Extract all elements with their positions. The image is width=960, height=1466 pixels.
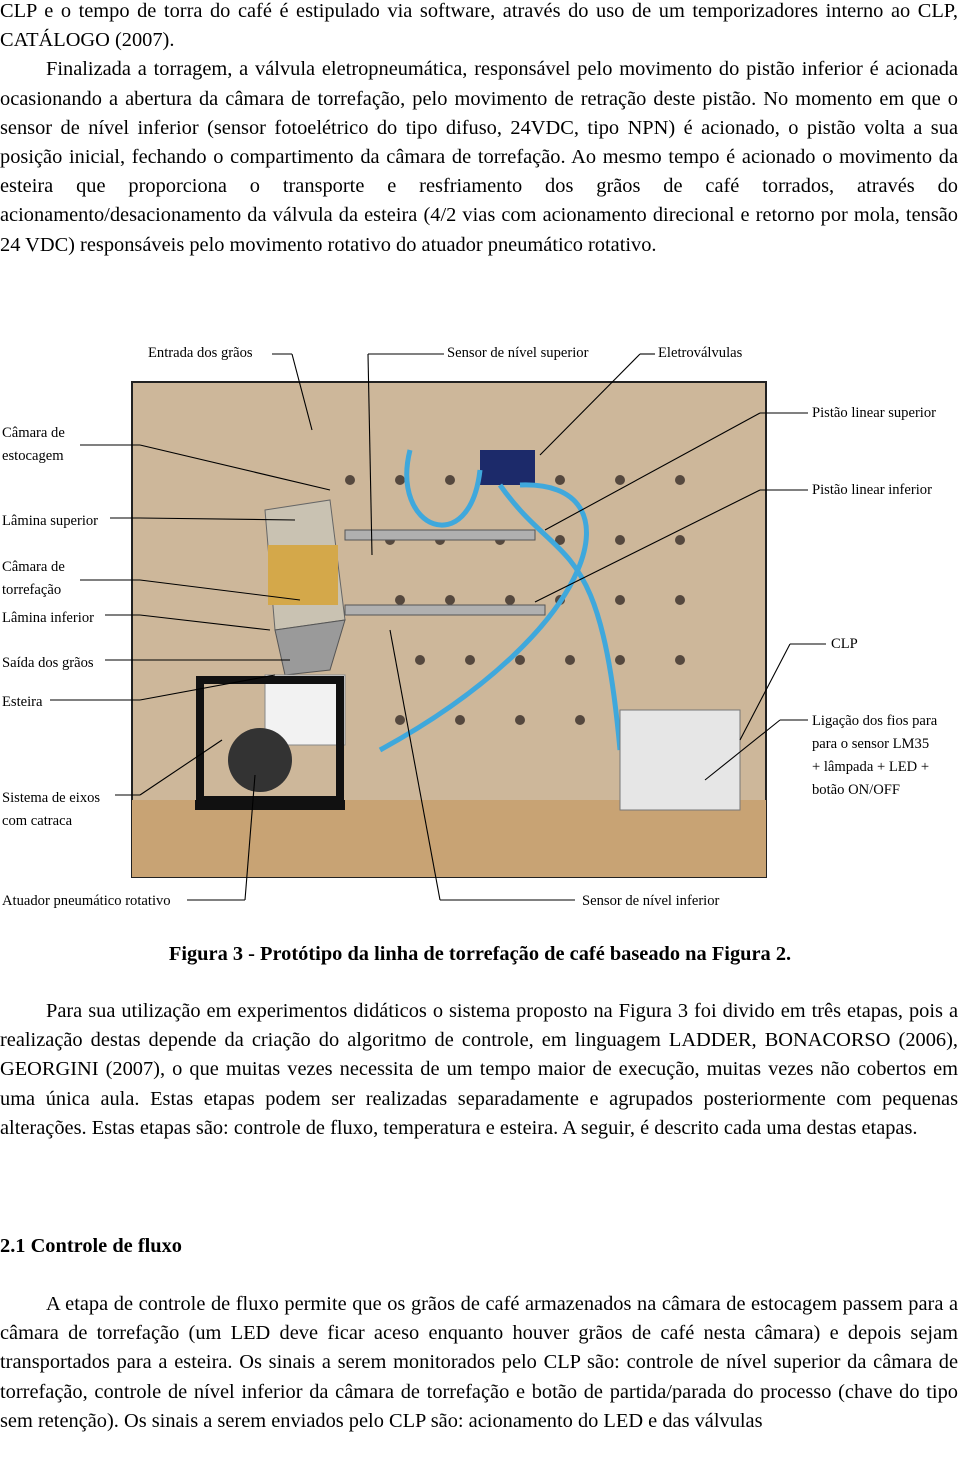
label-clp: CLP [831,636,858,652]
label-sensor-nivel-inferior: Sensor de nível inferior [582,893,720,909]
label-sistema-eixos: Sistema de eixos com catraca [2,790,101,829]
label-eletrovalvulas: Eletroválvulas [658,345,743,361]
flow-paragraph: A etapa de controle de fluxo permite que os grãos de café armazenados na câmara de estocagem passem para a câmara de torrefação (um LED deve ficar aceso enquanto houver grãos de café nesta câmara) e depois sejam transportados para a esteira. Os sinais a serem monitorados pelo CLP são: controle de nível superior da câmara de torrefação, controle de nível inferior da câmara de torrefação e botão de partida/parada do processo (chave do tipo sem retenção). Os sinais a serem enviados pelo CLP são: acionamento do LED e das válvulas [0,1293,958,1432]
intro-paragraph [0,0,958,260]
label-lamina-superior: Lâmina superior [2,513,99,529]
figure-caption: Figura 3 - Protótipo da linha de torrefação de café baseado na Figura 2. [168,943,792,965]
usage-paragraph: Para sua utilização em experimentos didáticos o sistema proposto na Figura 3 foi divido em três etapas, pois a realização destas depende da criação do algoritmo de controle, em linguagem LADDER, BONACORSO (2006), GEORGINI (2007), o que muitas vezes necessita de um tempo maior de execução, muitas vezes não cobertos em uma única aula. Estas etapas podem ser realizadas separadamente e agrupados posteriormente com pequenas alterações. Estas etapas são: controle de fluxo, temperatura e esteira. A seguir, é descrito cada uma destas etapas. [0,1000,958,1139]
label-camara-estocagem: Câmara de estocagem [2,425,65,464]
label-entrada-dos-graos: Entrada dos grãos [148,345,253,361]
section-heading: 2.1 Controle de fluxo [0,1235,183,1257]
intro-line-1: CLP e o tempo de torra do café é estipulado via software, através do uso de um temporizadores interno ao CLP, CATÁLOGO (2007). [0,0,958,52]
label-atuador-pneumatico: Atuador pneumático rotativo [2,893,171,909]
intro-line-2: Finalizada a torragem, a válvula eletropneumática, responsável pelo movimento do pistão inferior é acionada ocasionando a abertura da câmara de torrefação, pelo movimento de retração deste pistão. No momento em que o sensor de nível inferior (sensor fotoelétrico do tipo difuso, 24VDC, tipo NPN) é acionado, o pistão volta a sua posição inicial, fechando o compartimento da câmara de torrefação. Ao mesmo tempo é acionado o movimento da esteira que proporciona o transporte e resfriamento dos grãos de café torrados, através do acionamento/desacionamento da válvula da esteira (4/2 vias com acionamento direcional e retorno por mola, tensão 24 VDC) responsáveis pelo movimento rotativo do atuador pneumático rotativo. [0,58,958,256]
label-lamina-inferior: Lâmina inferior [2,610,94,626]
label-camara-torrefacao: Câmara de torrefação [2,559,65,598]
label-ligacao-fios: Ligação dos fios para para o sensor LM35 + lâmpada + LED + botão ON/OFF [812,713,938,798]
label-esteira: Esteira [2,694,43,710]
label-pistao-superior: Pistão linear superior [812,405,937,421]
label-sensor-nivel-superior: Sensor de nível superior [447,345,589,361]
label-saida-dos-graos: Saída dos grãos [2,655,94,671]
figure-3 [0,330,960,920]
label-pistao-inferior: Pistão linear inferior [812,482,932,498]
